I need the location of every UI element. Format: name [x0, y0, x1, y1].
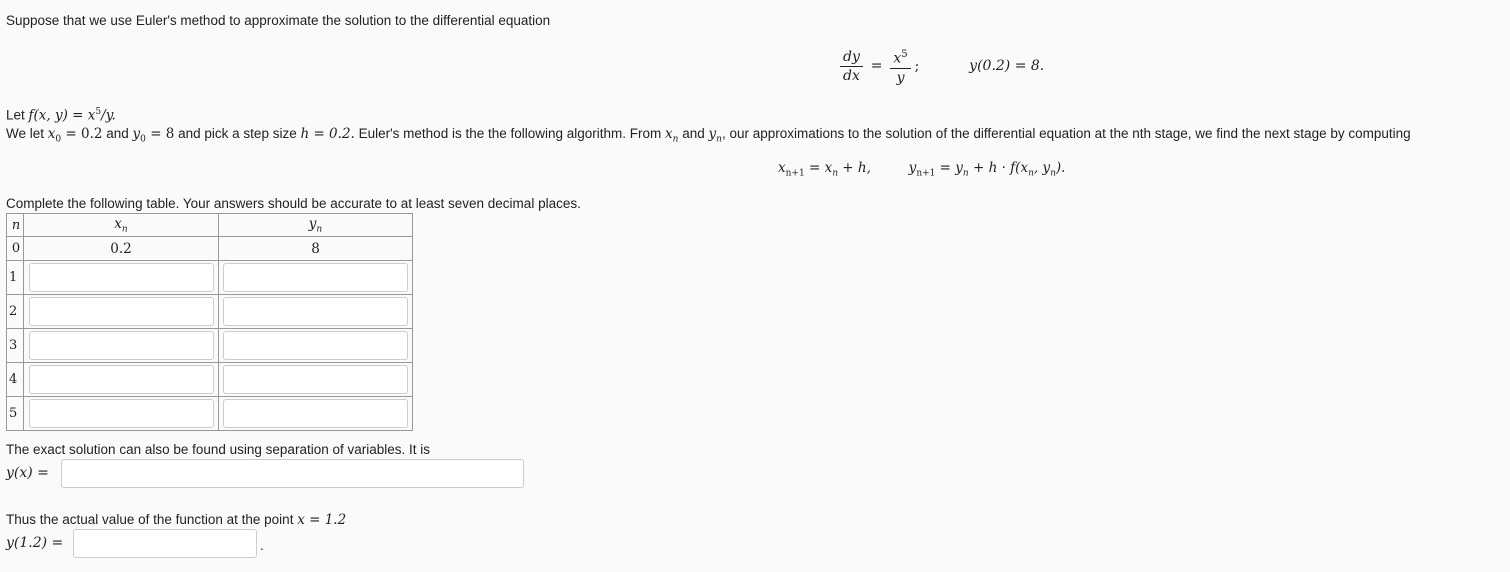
y2-input[interactable]	[223, 297, 408, 326]
yn-symbol: y	[708, 126, 717, 142]
y-rec-end: ).	[1055, 160, 1066, 176]
y0-value: = 8	[145, 126, 175, 142]
x0-symbol: x	[47, 126, 56, 142]
header-x-symbol: x	[114, 215, 122, 232]
x3-input[interactable]	[29, 331, 214, 360]
xn-sub: n	[672, 134, 679, 145]
intro-text: Suppose that we use Euler's method to approximate the solution to the differential equation	[6, 13, 551, 28]
recurrence-formulas	[778, 160, 1065, 179]
header-n: n	[7, 214, 24, 237]
we-let-line	[6, 126, 1411, 145]
x5-input[interactable]	[29, 399, 214, 428]
actual-value-text	[6, 512, 346, 528]
row-index: 1	[7, 261, 24, 295]
y-cell	[219, 329, 413, 363]
we-let-text-3: and pick a step size	[174, 126, 301, 141]
row-index: 2	[7, 295, 24, 329]
table-header-row	[7, 214, 413, 237]
header-x-sub: n	[121, 224, 128, 235]
actual-point: x = 1.2	[297, 512, 347, 528]
x-cell	[24, 363, 219, 397]
y-cell	[219, 261, 413, 295]
x-rec-tail: + h,	[838, 160, 871, 176]
row-index: 0	[7, 237, 24, 261]
separator: ;	[914, 58, 920, 75]
y-rec-sub2: n	[1050, 168, 1056, 179]
y3-input[interactable]	[223, 331, 408, 360]
actual-value-input[interactable]	[73, 529, 257, 558]
exact-solution-label: y(x) =	[6, 465, 49, 481]
header-y-symbol: y	[308, 215, 317, 232]
x-rec-lhs: x	[778, 160, 786, 176]
we-let-text-1: We let	[6, 126, 48, 141]
header-xn	[24, 214, 219, 237]
x2-input[interactable]	[29, 297, 214, 326]
derivative-fraction	[840, 48, 863, 85]
rhs-numerator: x	[893, 50, 902, 67]
y-rec-lhs: y	[908, 160, 917, 176]
yn-sub: n	[716, 134, 722, 145]
row-index: 3	[7, 329, 24, 363]
we-let-text-5: and	[678, 126, 709, 141]
y5-input[interactable]	[223, 399, 408, 428]
table-row	[7, 295, 413, 329]
x0-value: = 0.2	[61, 126, 103, 142]
exact-solution-input[interactable]	[61, 459, 524, 488]
row-index: 4	[7, 363, 24, 397]
y0-symbol: y	[132, 126, 141, 142]
header-yn	[219, 214, 413, 237]
table-row	[7, 237, 413, 261]
y-rec-rhs-sub: n	[962, 168, 969, 179]
derivative-denominator: dx	[843, 67, 860, 84]
we-let-text-4: Euler's method is the the following algorithm. From	[354, 126, 666, 141]
table-instruction: Complete the following table. Your answers should be accurate to at least seven decimal places.	[6, 196, 581, 211]
y-rec-rhs: = y	[935, 160, 963, 176]
derivative-numerator: dy	[840, 48, 863, 67]
differential-equation	[840, 46, 1044, 87]
y-cell	[219, 295, 413, 329]
y0-sub: 0	[140, 134, 146, 145]
x-recurrence	[778, 160, 871, 179]
table-row	[7, 363, 413, 397]
step-size: h = 0.2.	[300, 126, 355, 142]
rhs-fraction	[890, 46, 910, 87]
let-line	[6, 107, 116, 124]
x-cell	[24, 329, 219, 363]
equals-sign: =	[870, 58, 883, 75]
x-cell	[24, 397, 219, 431]
header-y-sub: n	[316, 224, 323, 235]
table-row	[7, 329, 413, 363]
y1-input[interactable]	[223, 263, 408, 292]
f-exponent: 5	[95, 107, 102, 117]
y4-input[interactable]	[223, 365, 408, 394]
f-tail: /y.	[101, 107, 116, 124]
euler-table	[6, 213, 413, 431]
table-row	[7, 261, 413, 295]
x0-cell: 0.2	[24, 237, 219, 261]
y-rec-tail: + h · f(x	[968, 160, 1029, 176]
x-rec-rhs-sub: n	[832, 168, 839, 179]
x-rec-rhs: = x	[804, 160, 833, 176]
y-cell	[219, 363, 413, 397]
initial-condition: y(0.2) = 8.	[969, 58, 1045, 75]
x-rec-lhs-sub: n+1	[785, 168, 805, 179]
y-recurrence	[908, 160, 1066, 179]
x-cell	[24, 261, 219, 295]
y-rec-mid: , y	[1033, 160, 1051, 176]
we-let-text-2: and	[102, 126, 133, 141]
y-cell	[219, 397, 413, 431]
x-cell	[24, 295, 219, 329]
y-rec-sub1: n	[1028, 168, 1034, 179]
actual-value-prefix: Thus the actual value of the function at the point	[6, 512, 298, 527]
xn-symbol: x	[665, 126, 673, 142]
rhs-denominator: y	[896, 69, 905, 86]
table-row	[7, 397, 413, 431]
y-rec-lhs-sub: n+1	[916, 168, 936, 179]
we-let-text-6: , our approximations to the solution of the differential equation at the nth stage, we find the next stage by computing	[721, 126, 1411, 141]
x1-input[interactable]	[29, 263, 214, 292]
actual-value-label: y(1.2) =	[6, 535, 64, 551]
y0-cell: 8	[219, 237, 413, 261]
rhs-exponent: 5	[901, 49, 908, 60]
actual-value-period: .	[260, 538, 264, 553]
f-definition: f(x, y) = x	[28, 107, 96, 124]
row-index: 5	[7, 397, 24, 431]
exact-solution-text: The exact solution can also be found using separation of variables. It is	[6, 442, 431, 457]
x4-input[interactable]	[29, 365, 214, 394]
x0-sub: 0	[55, 134, 62, 145]
let-prefix: Let	[6, 107, 29, 123]
